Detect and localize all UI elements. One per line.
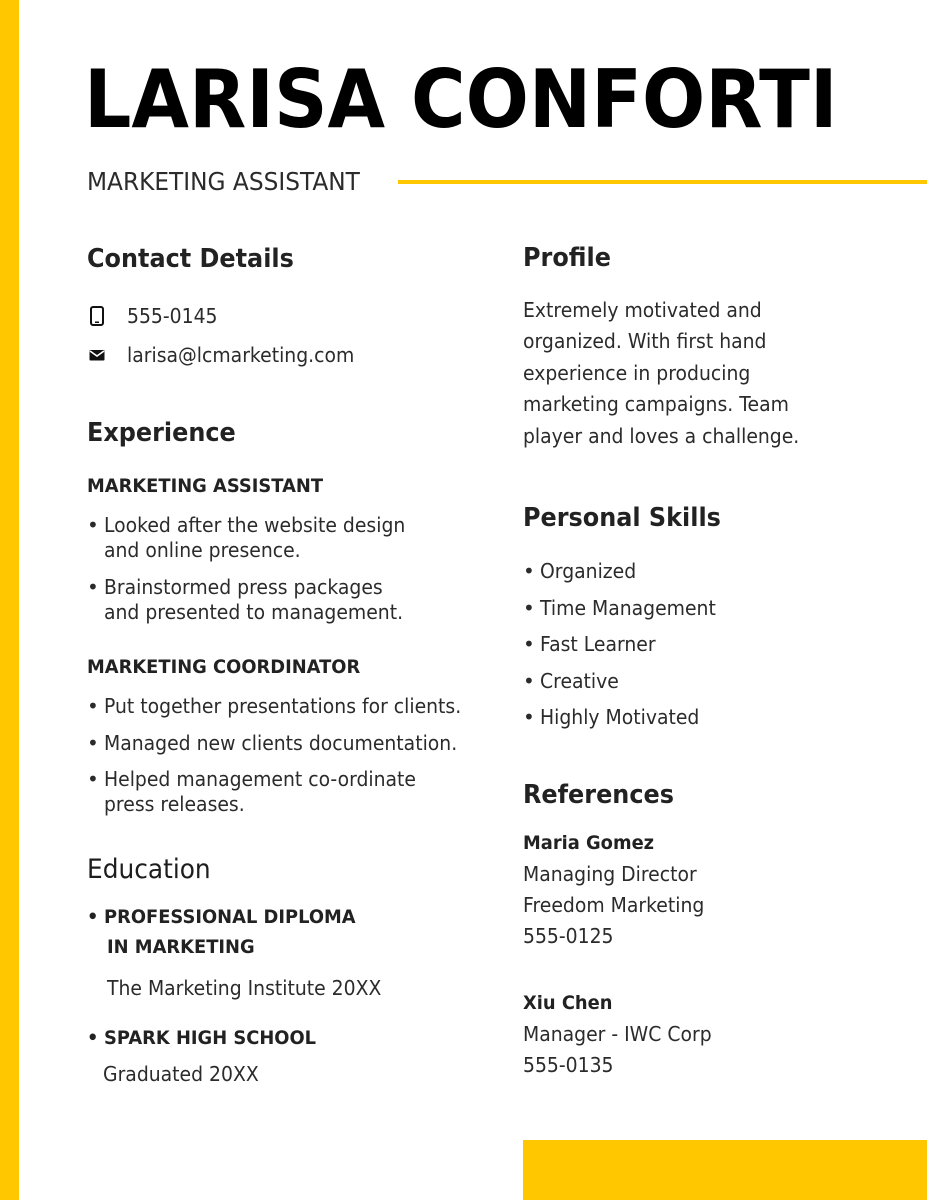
bullet-line: press releases. [104, 792, 245, 816]
profile-line: player and loves a challenge. [523, 424, 800, 448]
list-item [87, 599, 425, 625]
email-icon [87, 345, 107, 365]
skill-item: • Organized [523, 559, 637, 583]
resume-role: MARKETING ASSISTANT [87, 167, 360, 196]
education-heading: Education [87, 854, 211, 885]
bullet-line: Looked after the website design [104, 513, 406, 537]
skill-item: • Highly Motivated [523, 705, 700, 729]
bullet-line: Put together presentations for clients. [104, 694, 462, 718]
bottom-accent-block [523, 1140, 927, 1200]
skills-heading: Personal Skills [523, 503, 721, 533]
bullet-line: Helped management co-ordinate [104, 767, 417, 791]
profile-heading: Profile [523, 243, 611, 273]
skill-item: • Creative [523, 669, 619, 693]
reference-title: Managing Director [523, 862, 697, 886]
experience-heading: Experience [87, 418, 236, 448]
job-bullets [87, 512, 425, 625]
reference-name: Maria Gomez [523, 832, 655, 854]
resume-name: LARISA CONFORTI [84, 53, 838, 146]
contact-email[interactable]: larisa@lcmarketing.com [127, 343, 355, 367]
profile-line: Extremely motivated and [523, 298, 762, 322]
job-title: MARKETING ASSISTANT [87, 475, 324, 497]
references-heading: References [523, 780, 674, 810]
bullet-line: Managed new clients documentation. [104, 731, 458, 755]
list-item: • Brainstormed press packages [87, 575, 383, 599]
job-bullets [87, 693, 484, 817]
list-item: • Managed new clients documentation. [87, 731, 458, 755]
skills-list [523, 558, 727, 730]
contact-heading: Contact Details [87, 244, 294, 274]
role-underline [398, 180, 927, 184]
skill-item: • Time Management [523, 596, 716, 620]
job-title: MARKETING COORDINATOR [87, 656, 361, 678]
education-title-cont: IN MARKETING [107, 936, 255, 958]
list-item: • Looked after the website design [87, 513, 406, 537]
bullet-line: and presented to management. [104, 600, 404, 624]
contact-phone: 555-0145 [127, 304, 218, 328]
education-bullet: • [87, 1027, 99, 1049]
profile-line: experience in producing [523, 361, 751, 385]
education-bullet: • [87, 906, 99, 928]
profile-line: marketing campaigns. Team [523, 392, 789, 416]
education-title: PROFESSIONAL DIPLOMA [104, 906, 356, 928]
reference-phone: 555-0135 [523, 1053, 614, 1077]
list-item [87, 791, 484, 817]
reference-name: Xiu Chen [523, 992, 613, 1014]
bullet-line: Brainstormed press packages [104, 575, 383, 599]
education-title: SPARK HIGH SCHOOL [104, 1027, 317, 1049]
reference-phone: 555-0125 [523, 924, 614, 948]
education-detail: The Marketing Institute 20XX [107, 976, 382, 1000]
reference-company: Freedom Marketing [523, 893, 705, 917]
phone-icon [87, 306, 107, 326]
reference-title: Manager - IWC Corp [523, 1022, 712, 1046]
education-detail: Graduated 20XX [103, 1062, 259, 1086]
list-item [87, 537, 425, 563]
list-item: • Put together presentations for clients. [87, 694, 462, 718]
list-item: • Helped management co-ordinate [87, 767, 417, 791]
profile-line: organized. With first hand [523, 329, 767, 353]
bullet-line: and online presence. [104, 538, 301, 562]
skill-item: • Fast Learner [523, 632, 656, 656]
left-accent-bar [0, 0, 19, 1200]
